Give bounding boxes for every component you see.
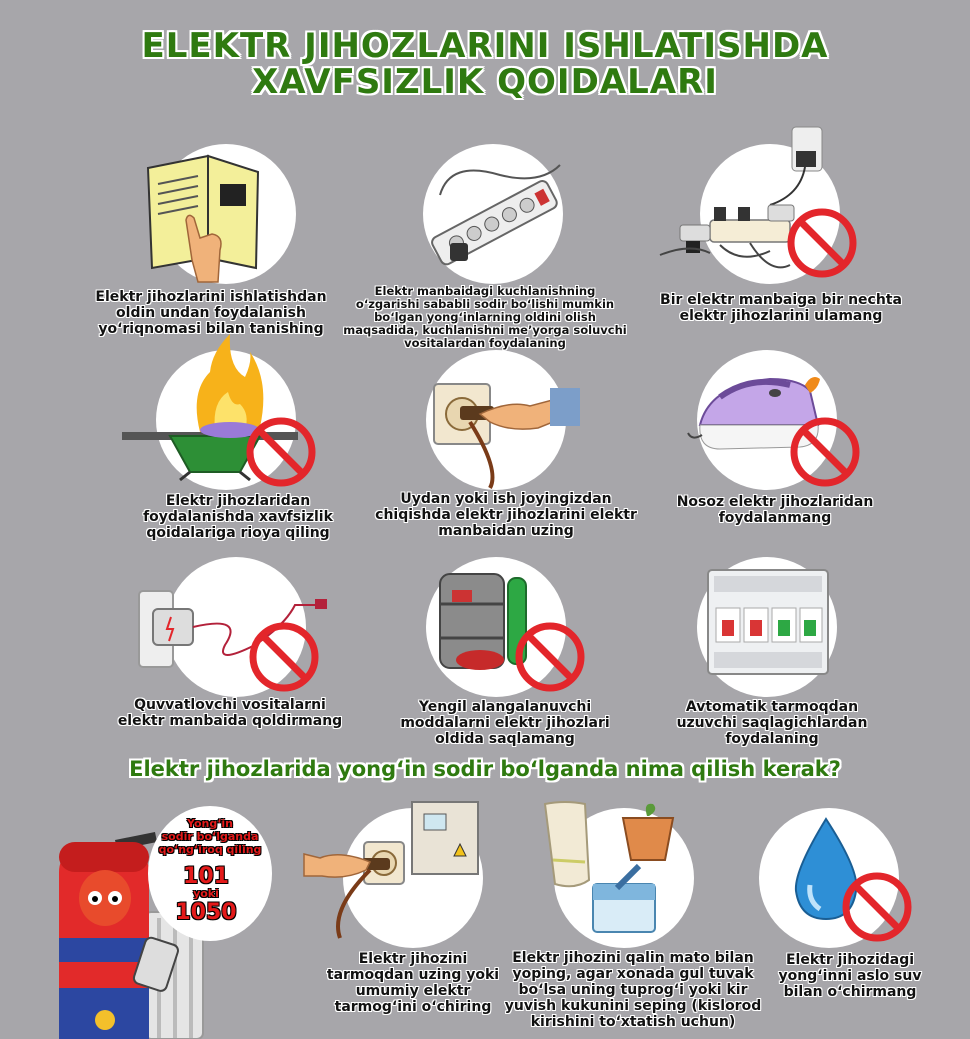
- prohibited-icon: [840, 870, 914, 944]
- prohibited-icon: [247, 620, 321, 694]
- hotline-or: yoki: [193, 887, 219, 900]
- prohibited-icon: [788, 415, 862, 489]
- hotline-number-1050: 1050: [175, 900, 237, 925]
- fire-section-heading: Elektr jihozlarida yong‘in sodir bo‘lganda nima qilish kerak?: [129, 757, 841, 781]
- rule-caption: Elektr jihozlarini ishlatishdan oldin undan foydalanish yo‘riqnomasi bilan tanishing: [95, 289, 327, 337]
- rule-caption: Nosoz elektr jihozlaridan foydalanmang: [676, 494, 874, 526]
- rule-caption: Yengil alangalanuvchi moddalarni elektr jihozlari oldida saqlamang: [400, 699, 610, 747]
- page-title-line-2: XAVFSIZLIK QOIDALARI: [252, 62, 718, 102]
- unplug-panel-icon: [300, 800, 485, 940]
- unplug-hand-icon: [430, 360, 580, 490]
- prohibited-icon: [244, 415, 318, 489]
- rule-caption: Quvvatlovchi vositalarni elektr manbaida qoldirmang: [117, 697, 343, 729]
- towel-soil-powder-icon: [535, 800, 685, 942]
- circuit-breaker-icon: [706, 568, 830, 678]
- instruction-book-icon: [140, 150, 280, 285]
- hotline-line-2: sodir bo‘lganda: [161, 830, 259, 843]
- prohibited-icon: [513, 620, 587, 694]
- rule-caption: Elektr manbaidagi kuchlanishning o‘zgarishi sababli sodir bo‘lishi mumkin bo‘lgan yong‘inlarning oldini olish maqsadida, kuchlanishni me’yorga soluvchi vositalardan foydalaning: [343, 284, 627, 350]
- rule-caption: Elektr jihozlaridan foydalanishda xavfsizlik qoidalariga rioya qiling: [143, 493, 333, 541]
- prohibited-icon: [785, 206, 859, 280]
- rule-caption: Avtomatik tarmoqdan uzuvchi saqlagichlardan foydalaning: [676, 699, 868, 747]
- hotline-number-101: 101: [183, 864, 229, 889]
- page-title-line-1: ELEKTR JIHOZLARINI ISHLATISHDA: [141, 26, 829, 66]
- hotline-line-3: qo‘ng‘iroq qiling: [158, 843, 262, 856]
- hotline-line-1: Yong‘in: [187, 817, 233, 830]
- fire-step-caption: Elektr jihozini qalin mato bilan yoping, agar xonada gul tuvak bo‘lsa uning tuprog‘i yoki kir yuvish kukunini seping (kislorod kirishini to‘xtatish uchun): [504, 950, 762, 1030]
- fire-step-caption: Elektr jihozidagi yong‘inni aslo suv bilan o‘chirmang: [778, 952, 922, 1000]
- power-strip-icon: [420, 155, 570, 280]
- rule-caption: Uydan yoki ish joyingizdan chiqishda elektr jihozlarini elektr manbaidan uzing: [375, 491, 637, 539]
- fire-step-caption: Elektr jihozini tarmoqdan uzing yoki umumiy elektr tarmog‘ini o‘chiring: [326, 951, 500, 1015]
- rule-caption: Bir elektr manbaiga bir nechta elektr jihozlarini ulamang: [660, 292, 902, 324]
